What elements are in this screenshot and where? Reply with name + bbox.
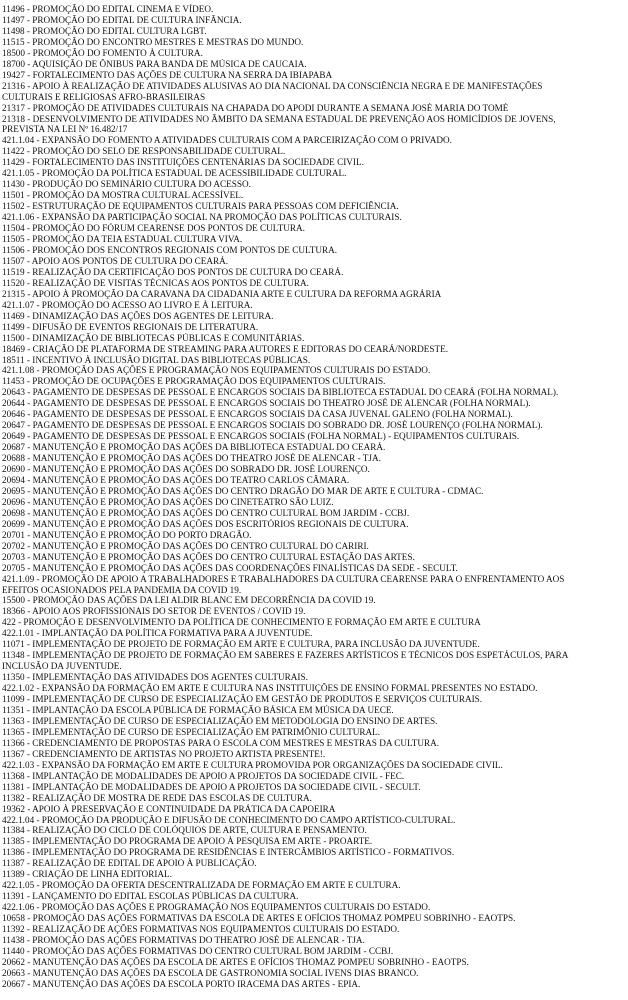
- text-line: 11505 - PROMOÇÃO DA TEIA ESTADUAL CULTURA VIVA.: [2, 234, 243, 245]
- text-line: 11382 - REALIZAÇÃO DE MOSTRA DE REDE DAS ESCOLAS DE CULTURA.: [2, 792, 312, 803]
- text-line: 11519 - REALIZAÇÃO DA CERTIFICAÇÃO DOS PONTOS DE CULTURA DO CEARÁ.: [2, 266, 344, 277]
- text-line: 11506 - PROMOÇÃO DOS ENCONTROS REGIONAIS COM PONTOS DE CULTURA.: [2, 244, 338, 255]
- text-line: 18469 - CRIAÇÃO DE PLATAFORMA DE STREAMING PARA AUTORES E EDITORAS DO CEARÁ/NORDESTE.: [2, 343, 449, 354]
- text-line: 20663 - MANUTENÇÃO DAS AÇÕES DA ESCOLA DE GASTRONOMIA SOCIAL IVENS DIAS BRANCO.: [2, 967, 419, 978]
- text-line: 11351 - IMPLANTAÇÃO DA ESCOLA PÚBLICA DE FORMAÇÃO BÁSICA EM MÚSICA DA UECE.: [2, 705, 394, 715]
- text-line: 20698 - MANUTENÇÃO E PROMOÇÃO DAS AÇÕES DO CENTRO CULTURAL BOM JARDIM - CCBJ.: [2, 507, 410, 518]
- text-line: 11430 - PRODUÇÃO DO SEMINÁRIO CULTURA DO ACESSO.: [2, 179, 251, 190]
- text-line: 19362 - APOIO À PRESERVAÇÃO E CONTINUIDADE DA PRÁTICA DA CAPOEIRA: [2, 803, 336, 814]
- text-line: 11386 - IMPLEMENTAÇÃO DO PROGRAMA DE RESIDÊNCIAS E INTERCÂMBIOS ARTÍSTICO - FORMATIVOS.: [2, 847, 455, 858]
- text-line: 20643 - PAGAMENTO DE DESPESAS DE PESSOAL E ENCARGOS SOCIAIS DA BIBLIOTECA ESTADUAL DO CEARÁ (FOLHA NORMAL).: [2, 387, 559, 398]
- text-line: 11387 - REALIZAÇÃO DE EDITAL DE APOIO À PUBLICAÇÃO.: [2, 858, 257, 869]
- text-line: PREVISTA NA LEI Nº 16.482/17: [2, 124, 128, 135]
- text-line: 11350 - IMPLEMENTAÇÃO DAS ATIVIDADES DOS AGENTES CULTURAIS.: [2, 672, 308, 683]
- text-line: 20703 - MANUTENÇÃO E PROMOÇÃO DAS AÇÕES DO CENTRO CULTURAL ESTAÇÃO DAS ARTES.: [2, 551, 415, 562]
- text-line: EFEITOS OCASIONADOS PELA PANDEMIA DA COVID 19.: [2, 584, 242, 595]
- text-line: CULTURAIS E RELIGIOSAS AFRO-BRASILEIRAS: [2, 91, 206, 102]
- text-line: 422.1.03 - EXPANSÃO DA FORMAÇÃO EM ARTE E CULTURA PROMOVIDA POR ORGANIZAÇÕES DA SOCIEDADE CIVIL.: [2, 759, 503, 770]
- text-line: 20695 - MANUTENÇÃO E PROMOÇÃO DAS AÇÕES DO CENTRO DRAGÃO DO MAR DE ARTE E CULTURA - CDMAC.: [2, 485, 484, 496]
- text-line: 18700 - AQUISIÇÃO DE ÔNIBUS PARA BANDA DE MÚSICA DE CAUCAIA.: [2, 58, 307, 69]
- text-line: 11422 - PROMOÇÃO DO SELO DE RESPONSABILIDADE CULTURAL.: [2, 146, 286, 157]
- text-line: 21315 - APOIO À PROMOÇÃO DA CARAVANA DA CIDADANIA ARTE E CULTURA DA REFORMA AGRÁRIA: [2, 288, 442, 299]
- text-line: 11440 - PROMOÇÃO DAS AÇÕES FORMATIVAS DO CENTRO CULTURAL BOM JARDIM - CCBJ.: [2, 945, 394, 956]
- text-line: 20702 - MANUTENÇÃO E PROMOÇÃO DAS AÇÕES DO CENTRO CULTURAL DO CARIRI.: [2, 540, 369, 551]
- text-line: 11499 - DIFUSÃO DE EVENTOS REGIONAIS DE LITERATURA.: [2, 321, 259, 332]
- text-line: 11469 - DINAMIZAÇÃO DAS AÇÕES DOS AGENTES DE LEITURA.: [2, 310, 274, 321]
- text-line: INCLUSÃO DA JUVENTUDE.: [2, 661, 122, 672]
- text-line: 20649 - PAGAMENTO DE DESPESAS DE PESSOAL E ENCARGOS SOCIAIS (FOLHA NORMAL) - EQUIPAMENTOS CULTURAIS.: [2, 431, 520, 442]
- text-line: 421.1.08 - PROMOÇÃO DAS AÇÕES E PROGRAMAÇÃO NOS EQUIPAMENTOS CULTURAIS DO ESTADO.: [2, 365, 431, 376]
- text-line: 20701 - MANUTENÇÃO E PROMOÇÃO DO PORTO DRAGÃO.: [2, 529, 252, 540]
- text-line: 422.1.05 - PROMOÇÃO DA OFERTA DESCENTRALIZADA DE FORMAÇÃO EM ARTE E CULTURA.: [2, 880, 401, 891]
- text-line: 422.1.04 - PROMOÇÃO DA PRODUÇÃO E DIFUSÃO DE CONHECIMENTO DO CAMPO ARTÍSTICO-CULTURAL.: [2, 814, 456, 825]
- text-line: 11366 - CREDENCIAMENTO DE PROPOSTAS PARA O ESCOLA COM MESTRES E MESTRAS DA CULTURA.: [2, 737, 440, 748]
- text-line: 421.1.06 - EXPANSÃO DA PARTICIPAÇÃO SOCIAL NA PROMOÇÃO DAS POLÍTICAS CULTURAIS.: [2, 212, 402, 223]
- text-line: 18500 - PROMOÇÃO DO FOMENTO À CULTURA.: [2, 47, 203, 58]
- text-line: 11497 - PROMOÇÃO DO EDITAL DE CULTURA INFÂNCIA.: [2, 14, 242, 25]
- text-line: 421.1.07 - PROMOÇÃO DO ACESSO AO LIVRO E À LEITURA.: [2, 299, 253, 310]
- text-line: 20694 - MANUTENÇÃO E PROMOÇÃO DAS AÇÕES DO TEATRO CARLOS CÂMARA.: [2, 474, 350, 485]
- text-line: 421.1.09 - PROMOÇÃO DE APOIO A TRABALHADORES E TRABALHADORES DA CULTURA CEARENSE PARA O ENFRENTAMENTO AOS: [2, 573, 565, 584]
- text-line: 20687 - MANUTENÇÃO E PROMOÇÃO DAS AÇÕES DA BIBLIOTECA ESTADUAL DO CEARÁ.: [2, 442, 386, 453]
- text-line: 11381 - IMPLANTAÇÃO DE MODALIDADES DE APOIO A PROJETOS DA SOCIEDADE CIVIL - SECULT.: [2, 781, 421, 792]
- text-line: 11389 - CRIAÇÃO DE LINHA EDITORIAL.: [2, 869, 172, 880]
- text-line: 11384 - REALIZAÇÃO DO CICLO DE COLÓQUIOS DE ARTE, CULTURA E PENSAMENTO.: [2, 825, 367, 836]
- text-line: 11385 - IMPLEMENTAÇÃO DO PROGRAMA DE APOIO À PESQUISA EM ARTE - PROARTE.: [2, 836, 373, 847]
- text-line: 20699 - MANUTENÇÃO E PROMOÇÃO DAS AÇÕES DOS ESCRITÓRIOS REGIONAIS DE CULTURA.: [2, 518, 409, 529]
- text-line: 20647 - PAGAMENTO DE DESPESAS DE PESSOAL E ENCARGOS SOCIAIS DO SOBRADO DR. JOSÉ LOURENÇO (FOLHA NORMAL).: [2, 420, 543, 431]
- text-line: 11501 - PROMOÇÃO DA MOSTRA CULTURAL ACESSÍVEL.: [2, 190, 244, 201]
- text-line: 11500 - DINAMIZAÇÃO DE BIBLIOTECAS PÚBLICAS E COMUNITÁRIAS.: [2, 332, 305, 343]
- text-line: 422.1.06 - PROMOÇÃO DAS AÇÕES E PROGRAMAÇÃO NOS EQUIPAMENTOS CULTURAIS DO ESTADO.: [2, 902, 431, 913]
- text-line: 11099 - IMPLEMENTAÇÃO DE CURSO DE ESPECIALIZAÇÃO EM GESTÃO DE PRODUTOS E SERVIÇOS CULTURAIS.: [2, 694, 483, 705]
- text-line: 11071 - IMPLEMENTAÇÃO DE PROJETO DE FORMAÇÃO EM ARTE E CULTURA, PARA INCLUSÃO DA JUVENTUDE.: [2, 639, 480, 650]
- text-line: 20688 - MANUTENÇÃO E PROMOÇÃO DAS AÇÕES DO THEATRO JOSÉ DE ALENCAR - TJA.: [2, 453, 381, 464]
- text-line: 21316 - APOIO À REALIZAÇÃO DE ATIVIDADES ALUSIVAS AO DIA NACIONAL DA CONSCIÊNCIA NEGRA E DE MANIFESTAÇÕES: [2, 80, 543, 91]
- text-line: 11502 - ESTRUTURAÇÃO DE EQUIPAMENTOS CULTURAIS PARA PESSOAS COM DEFICIÊNCIA.: [2, 201, 399, 212]
- text-line: 11365 - IMPLEMENTAÇÃO DE CURSO DE ESPECIALIZAÇÃO EM PATRIMÔNIO CULTURAL.: [2, 726, 381, 737]
- text-line: 421.1.04 - EXPANSÃO DO FOMENTO A ATIVIDADES CULTURAIS COM A PARCEIRIZAÇÃO COM O PRIVADO.: [2, 135, 452, 146]
- text-line: 11507 - APOIO AOS PONTOS DE CULTURA DO CEARÁ.: [2, 255, 229, 266]
- text-line: 20690 - MANUTENÇÃO E PROMOÇÃO DAS AÇÕES DO SOBRADO DR. JOSÉ LOURENÇO.: [2, 464, 370, 475]
- text-line: 11348 - IMPLEMENTAÇÃO DE PROJETO DE FORMAÇÃO EM SABERES E FAZERES ARTÍSTICOS E TÉCNICOS DOS ESPETÁCULOS, PARA: [2, 650, 569, 661]
- text-line: 15500 - PROMOÇÃO DAS AÇÕES DA LEI ALDIR BLANC EM DECORRÊNCIA DA COVID 19.: [2, 595, 376, 606]
- text-line: 11438 - PROMOÇÃO DAS AÇÕES FORMATIVAS DO THEATRO JOSÉ DE ALENCAR - TJA.: [2, 935, 365, 946]
- text-line: 20667 - MANUTENÇÃO DAS AÇÕES DA ESCOLA PORTO IRACEMA DAS ARTES - EPIA.: [2, 978, 361, 989]
- text-line: 422.1.01 - IMPLANTAÇÃO DA POLÍTICA FORMATIVA PARA A JUVENTUDE.: [2, 628, 313, 639]
- text-line: 21317 - PROMOÇÃO DE ATIVIDADES CULTURAIS NA CHAPADA DO APODI DURANTE A SEMANA JOSÉ MARIA DO TOMÉ: [2, 102, 509, 113]
- text-line: 18366 - APOIO AOS PROFISSIONAIS DO SETOR DE EVENTOS / COVID 19.: [2, 606, 306, 617]
- text-line: 422.1.02 - EXPANSÃO DA FORMAÇÃO EM ARTE E CULTURA NAS INSTITUIÇÕES DE ENSINO FORMAL PRESENTES NO ESTADO.: [2, 683, 538, 694]
- text-line: 20644 - PAGAMENTO DE DESPESAS DE PESSOAL E ENCARGOS SOCIAIS DO THEATRO JOSÉ DE ALENCAR (FOLHA NORMAL).: [2, 398, 531, 409]
- text-line: 20646 - PAGAMENTO DE DESPESAS DE PESSOAL E ENCARGOS SOCIAIS DA CASA JUVENAL GALENO (FOLHA NORMAL).: [2, 409, 513, 420]
- text-line: 11363 - IMPLEMENTAÇÃO DE CURSO DE ESPECIALIZAÇÃO EM METODOLOGIA DO ENSINO DE ARTES.: [2, 715, 438, 726]
- text-line: 20705 - MANUTENÇÃO E PROMOÇÃO DAS AÇÕES DAS COORDENAÇÕES FINALÍSTICAS DA SEDE - SECULT.: [2, 562, 458, 573]
- text-line: 10658 - PROMOÇÃO DAS AÇÕES FORMATIVAS DA ESCOLA DE ARTES E OFÍCIOS THOMAZ POMPEU SOBRINHO - EAOTPS.: [2, 913, 516, 924]
- text-line: 11498 - PROMOÇÃO DO EDITAL CULTURA LGBT.: [2, 25, 207, 36]
- text-line: 18511 - INCENTIVO À INCLUSÃO DIGITAL DAS BIBLIOTECAS PÚBLICAS.: [2, 354, 311, 365]
- text-line: 11392 - REALIZAÇÃO DE AÇÕES FORMATIVAS NOS EQUIPAMENTOS CULTURAIS DO ESTADO.: [2, 924, 400, 935]
- text-line: 11368 - IMPLANTAÇÃO DE MODALIDADES DE APOIO A PROJETOS DA SOCIEDADE CIVIL - FEC.: [2, 770, 405, 781]
- text-line: 11429 - FORTALECIMENTO DAS INSTITUIÇÕES CENTENÁRIAS DA SOCIEDADE CIVIL.: [2, 157, 364, 168]
- text-line: 11496 - PROMOÇÃO DO EDITAL CINEMA E VÍDEO.: [2, 4, 214, 14]
- text-line: 11391 - LANÇAMENTO DO EDITAL ESCOLAS PÚBLICAS DA CULTURA.: [2, 891, 299, 902]
- text-line: 21318 - DESENVOLVIMENTO DE ATIVIDADES NO ÂMBITO DA SEMANA ESTADUAL DE PREVENÇÃO AOS HOMICÍDIOS DE JOVENS,: [2, 113, 556, 124]
- text-line: 11504 - PROMOÇÃO DO FÓRUM CEARENSE DOS PONTOS DE CULTURA.: [2, 223, 305, 234]
- text-line: 11367 - CREDENCIAMENTO DE ARTISTAS NO PROJETO ARTISTA PRESENTE!.: [2, 748, 326, 759]
- text-line: 421.1.05 - PROMOÇÃO DA POLÍTICA ESTADUAL DE ACESSIBILIDADE CULTURAL.: [2, 168, 347, 179]
- text-line: 19427 - FORTALECIMENTO DAS AÇÕES DE CULTURA NA SERRA DA IBIAPABA: [2, 69, 333, 80]
- text-line: 11453 - PROMOÇÃO DE OCUPAÇÕES E PROGRAMAÇÃO DOS EQUIPAMENTOS CULTURAIS.: [2, 376, 386, 387]
- text-line: 11515 - PROMOÇÃO DO ENCONTRO MESTRES E MESTRAS DO MUNDO.: [2, 36, 304, 47]
- text-line: 422 - PROMOÇÃO E DESENVOLVIMENTO DA POLÍTICA DE CONHECIMENTO E FORMAÇÃO EM ARTE E CULTURA: [2, 617, 481, 628]
- text-line: 11520 - REALIZAÇÃO DE VISITAS TÉCNICAS AOS PONTOS DE CULTURA.: [2, 277, 309, 288]
- text-line: 20696 - MANUTENÇÃO E PROMOÇÃO DAS AÇÕES DO CINETEATRO SÃO LUIZ.: [2, 496, 334, 507]
- text-line: 20662 - MANUTENÇÃO DAS AÇÕES DA ESCOLA DE ARTES E OFÍCIOS THOMAZ POMPEU SOBRINHO - EAOTPS.: [2, 956, 469, 967]
